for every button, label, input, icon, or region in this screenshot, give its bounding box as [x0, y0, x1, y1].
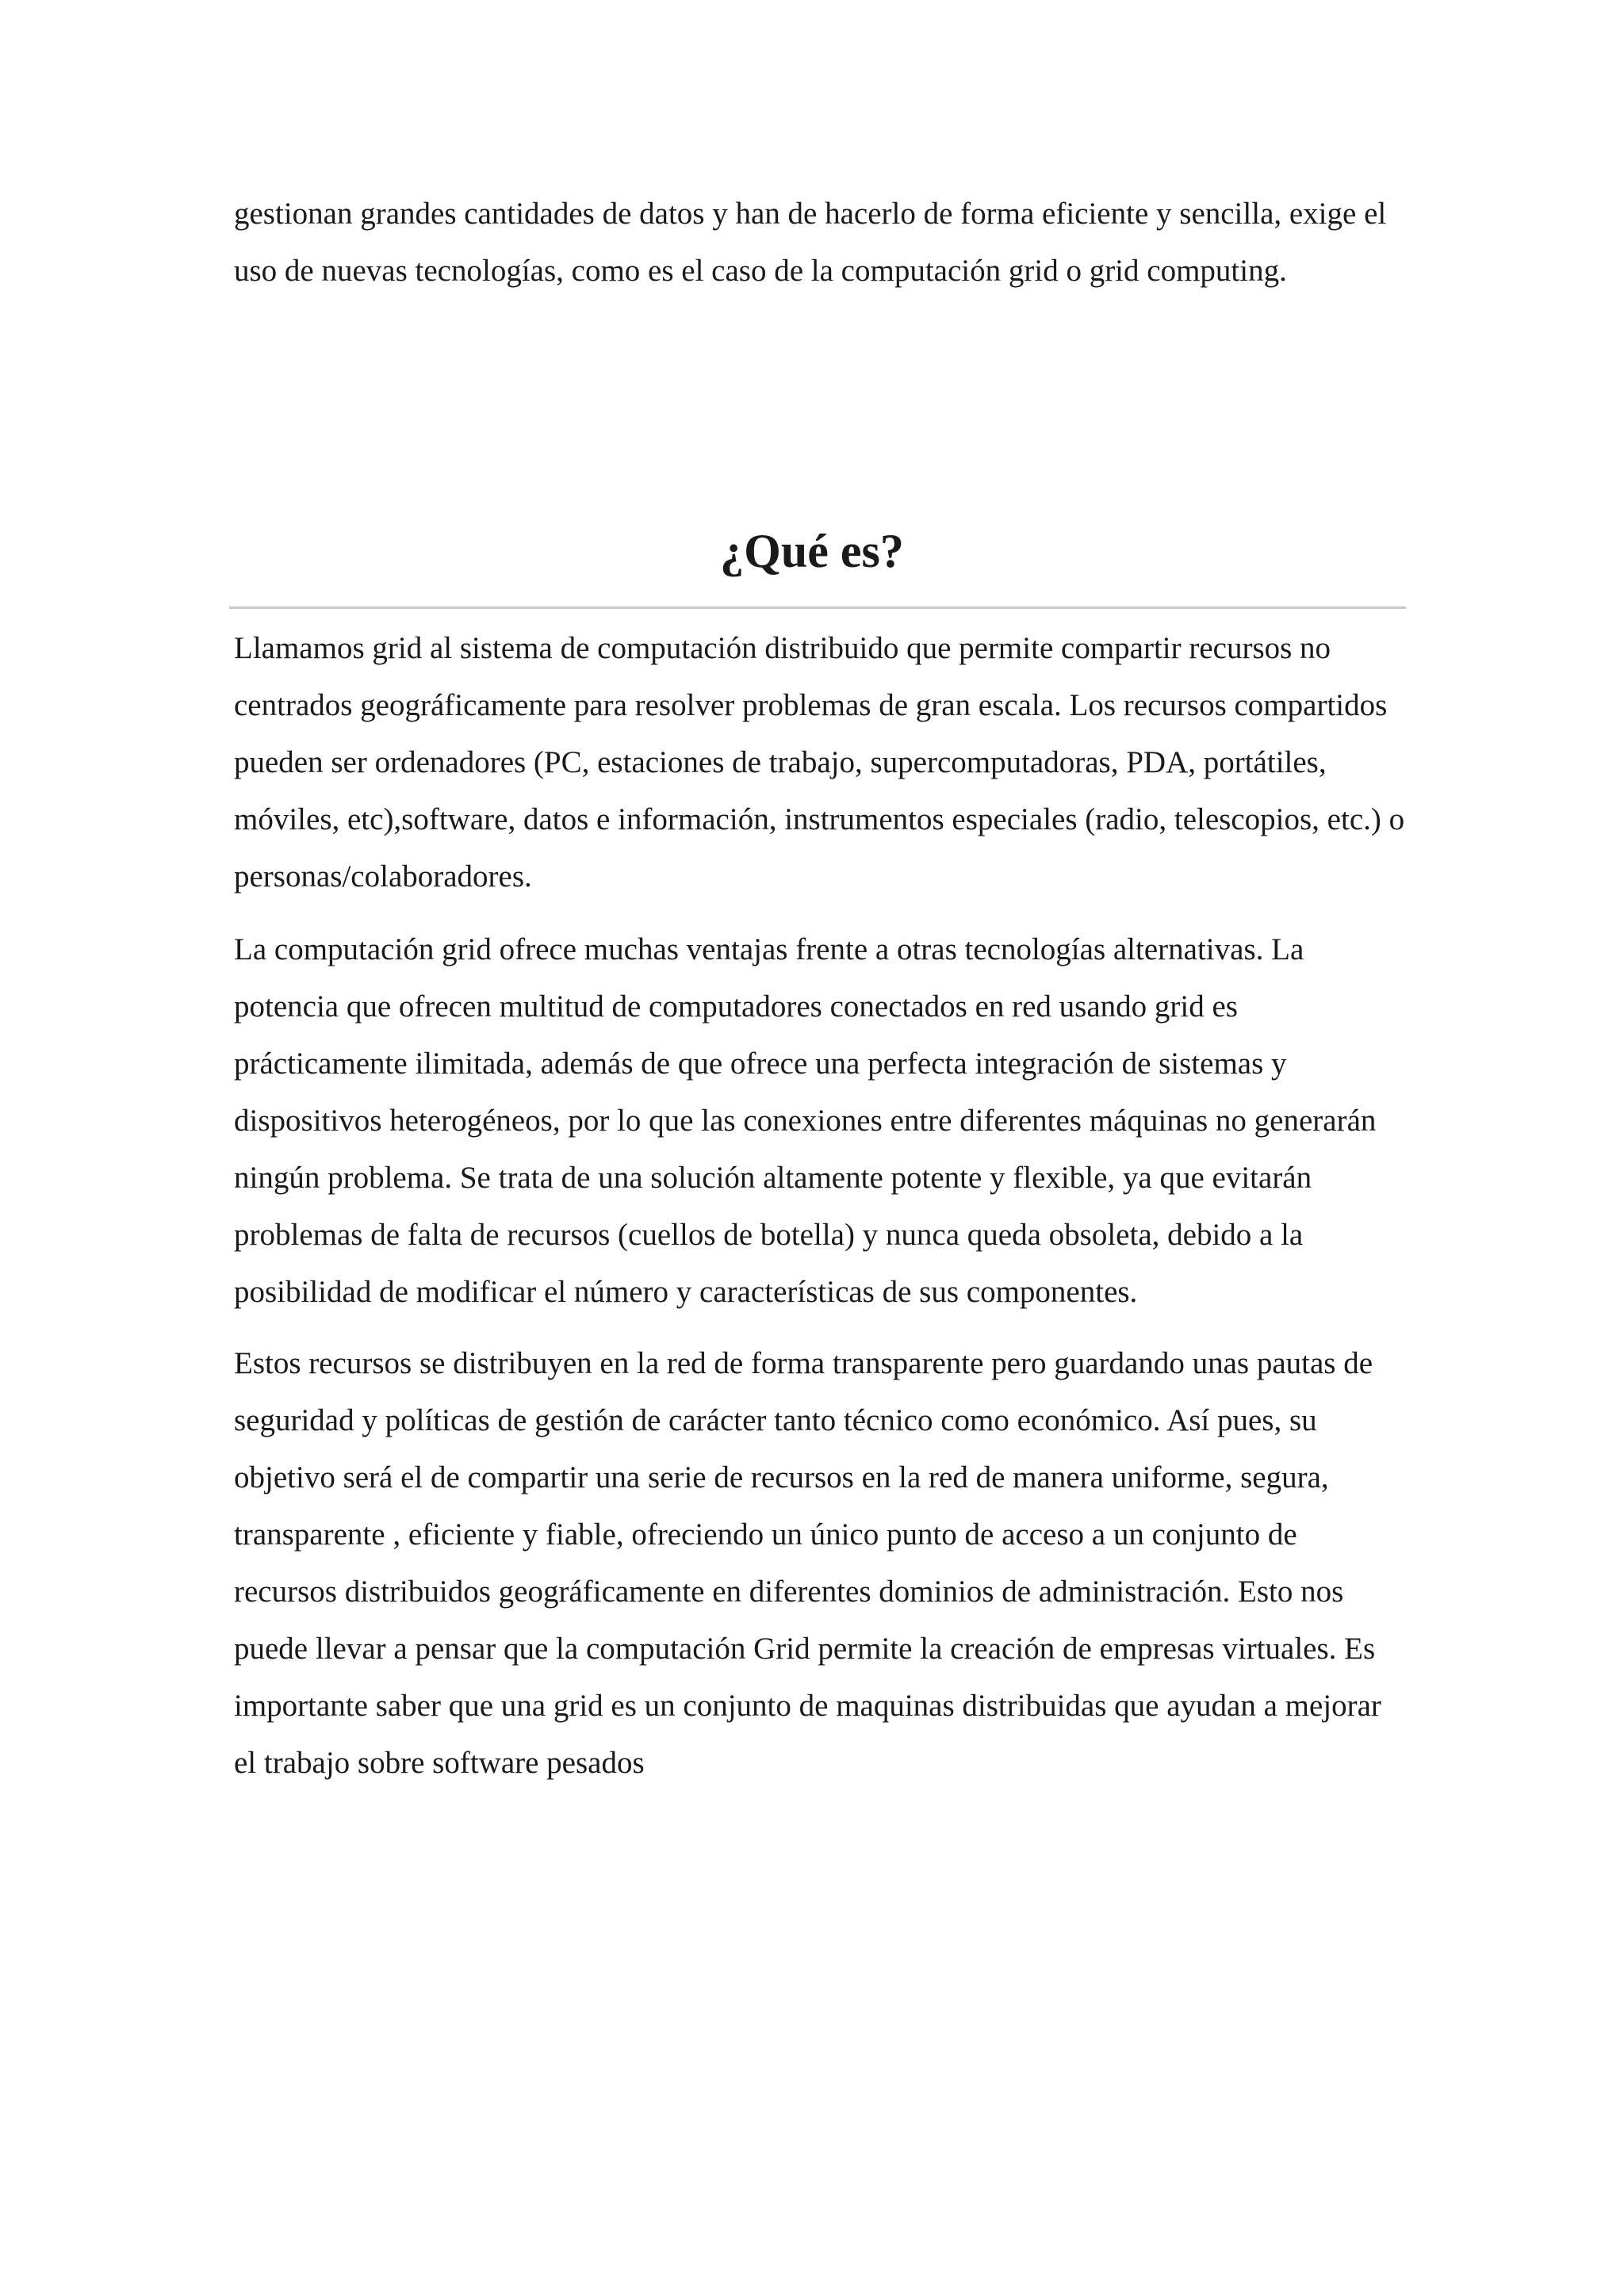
- body-paragraph-1: Llamamos grid al sistema de computación distribuido que permite compartir recursos no centrados geográficamente para resolver problemas de gran escala. Los recursos compartidos pueden ser ordenadores (PC, estaciones de trabajo, supercomputadoras, PDA, portátiles, móviles, etc),software, datos e información, instrumentos especiales (radio, telescopios, etc.) o personas/colaboradores.: [234, 631, 1405, 894]
- heading-divider: [229, 607, 1406, 609]
- body-paragraph-2: La computación grid ofrece muchas ventajas frente a otras tecnologías alternativas. La potencia que ofrecen multitud de computadores conectados en red usando grid es prácticamente ilimitada, además de que ofrece una perfecta integración de sistemas y dispositivos heterogéneos, por lo que las conexiones entre diferentes máquinas no generarán ningún problema. Se trata de una solución altamente potente y flexible, ya que evitarán problemas de falta de recursos (cuellos de botella) y nunca queda obsoleta, debido a la posibilidad de modificar el número y características de sus componentes.: [234, 932, 1377, 1309]
- intro-paragraph: gestionan grandes cantidades de datos y han de hacerlo de forma eficiente y sencilla, exige el uso de nuevas tecnologías, como es el caso de la computación grid o grid computing.: [234, 197, 1387, 288]
- body-paragraph-3: Estos recursos se distribuyen en la red de forma transparente pero guardando unas pautas de seguridad y políticas de gestión de carácter tanto técnico como económico. Así pues, su objetivo será el de compartir una serie de recursos en la red de manera uniforme, segura, transparente , eficiente y fiable, ofreciendo un único punto de acceso a un conjunto de recursos distribuidos geográficamente en diferentes dominios de administración. Esto nos puede llevar a pensar que la computación Grid permite la creación de empresas virtuales. Es importante saber que una grid es un conjunto de maquinas distribuidas que ayudan a mejorar el trabajo sobre software pesados: [234, 1346, 1381, 1780]
- section-heading: ¿Qué es?: [720, 525, 904, 577]
